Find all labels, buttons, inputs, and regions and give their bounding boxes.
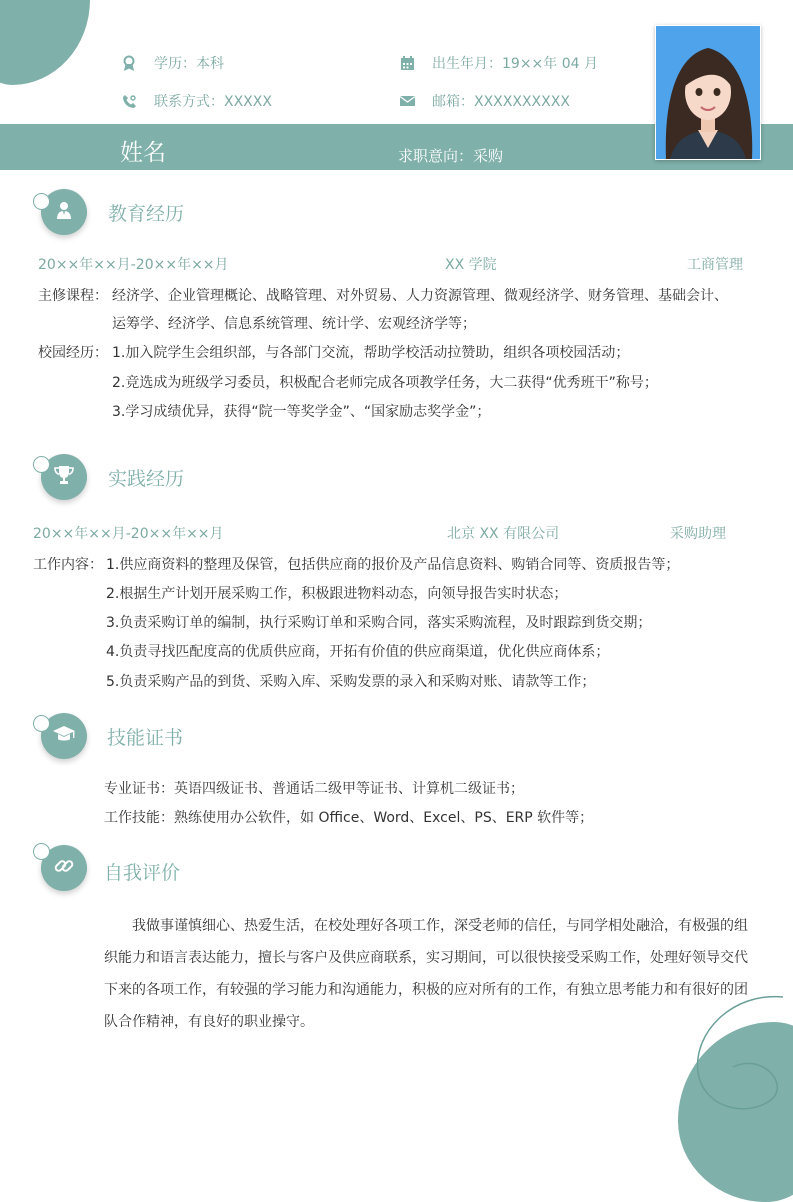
contact [120,91,272,111]
campus-item: 3.学习成绩优异，获得“院一等奖学金”、“国家励志奖学金”； [112,404,491,420]
section-ring [33,193,50,210]
campus-label: 校园经历： [38,345,108,361]
education-school: XX 学院 [445,257,497,273]
trophy-icon [53,465,75,489]
work-item: 2.根据生产计划开展采购工作，积极跟进物料动态，向领导报告实时状态； [106,586,568,602]
birth-date [398,53,598,73]
work-item: 4.负责寻找匹配度高的优质供应商，开拓有价值的供应商渠道，优化供应商体系； [106,644,610,660]
mail-icon [398,92,416,110]
decor-blob-top [0,0,90,85]
student-icon [54,200,74,224]
email [398,91,570,111]
contact-text: 联系方式：XXXXX [154,94,272,110]
job-intent: 求职意向：采购 [398,147,504,165]
skills-title: 技能证书 [107,727,184,749]
education-title: 教育经历 [108,203,185,225]
courses-line: 经济学、企业管理概论、战略管理、对外贸易、人力资源管理、微观经济学、财务管理、基础会计、 [112,288,728,304]
self-evaluation-text: 我做事谨慎细心、热爱生活，在校处理好各项工作，深受老师的信任，与同学相处融洽，有极强的组织能力和语言表达能力，擅长与客户及供应商联系，实习期间，可以很快接受采购工作，处理好领导交代下来的各项工作，有较强的学习能力和沟通能力，积极的应对所有的工作，有独立思考能力和有很好的团队合作精神，有良好的职业操守。 [104,918,748,1030]
practice-period: 20××年××月-20××年××月 [33,526,224,542]
practice-company: 北京 XX 有限公司 [447,526,560,542]
email-text: 邮箱：XXXXXXXXXX [432,94,570,110]
practice-title: 实践经历 [108,468,185,490]
campus-item: 2.竞选成为班级学习委员，积极配合老师完成各项教学任务，大二获得“优秀班干”称号； [112,375,658,391]
link-icon [54,856,74,880]
work-item: 1.供应商资料的整理及保管，包括供应商的报价及产品信息资料、购销合同等、资质报告等； [106,557,680,573]
work-skills: 工作技能：熟练使用办公软件，如 Office、Word、Excel、PS、ERP 软件等； [104,810,594,826]
section-ring [33,843,50,860]
practice-role: 采购助理 [670,526,726,542]
phone-icon [120,92,138,110]
work-label: 工作内容： [33,557,103,573]
education-level-text: 学历：本科 [154,56,224,72]
education-level [120,53,224,73]
section-ring [33,715,50,732]
calendar-icon [398,54,416,72]
work-item: 3.负责采购订单的编制，执行采购订单和采购合同，落实采购流程，及时跟踪到货交期； [106,615,652,631]
person-name: 姓名 [120,140,166,166]
courses-line: 运筹学、经济学、信息系统管理、统计学、宏观经济学等； [112,316,476,332]
work-item: 5.负责采购产品的到货、采购入库、采购发票的录入和采购对账、请款等工作； [106,674,596,690]
courses-label: 主修课程： [38,288,108,304]
education-major: 工商管理 [687,257,743,273]
profile-photo [655,25,761,160]
certificates: 专业证书：英语四级证书、普通话二级甲等证书、计算机二级证书； [104,781,524,797]
award-icon [120,54,138,72]
education-period: 20××年××月-20××年××月 [38,257,229,273]
birth-date-text: 出生年月：19××年 04 月 [432,56,598,72]
self-title: 自我评价 [104,862,181,884]
campus-item: 1.加入院学生会组织部，与各部门交流，帮助学校活动拉赞助，组织各项校园活动； [112,345,630,361]
section-ring [33,456,50,473]
graduation-cap-icon [52,725,76,747]
